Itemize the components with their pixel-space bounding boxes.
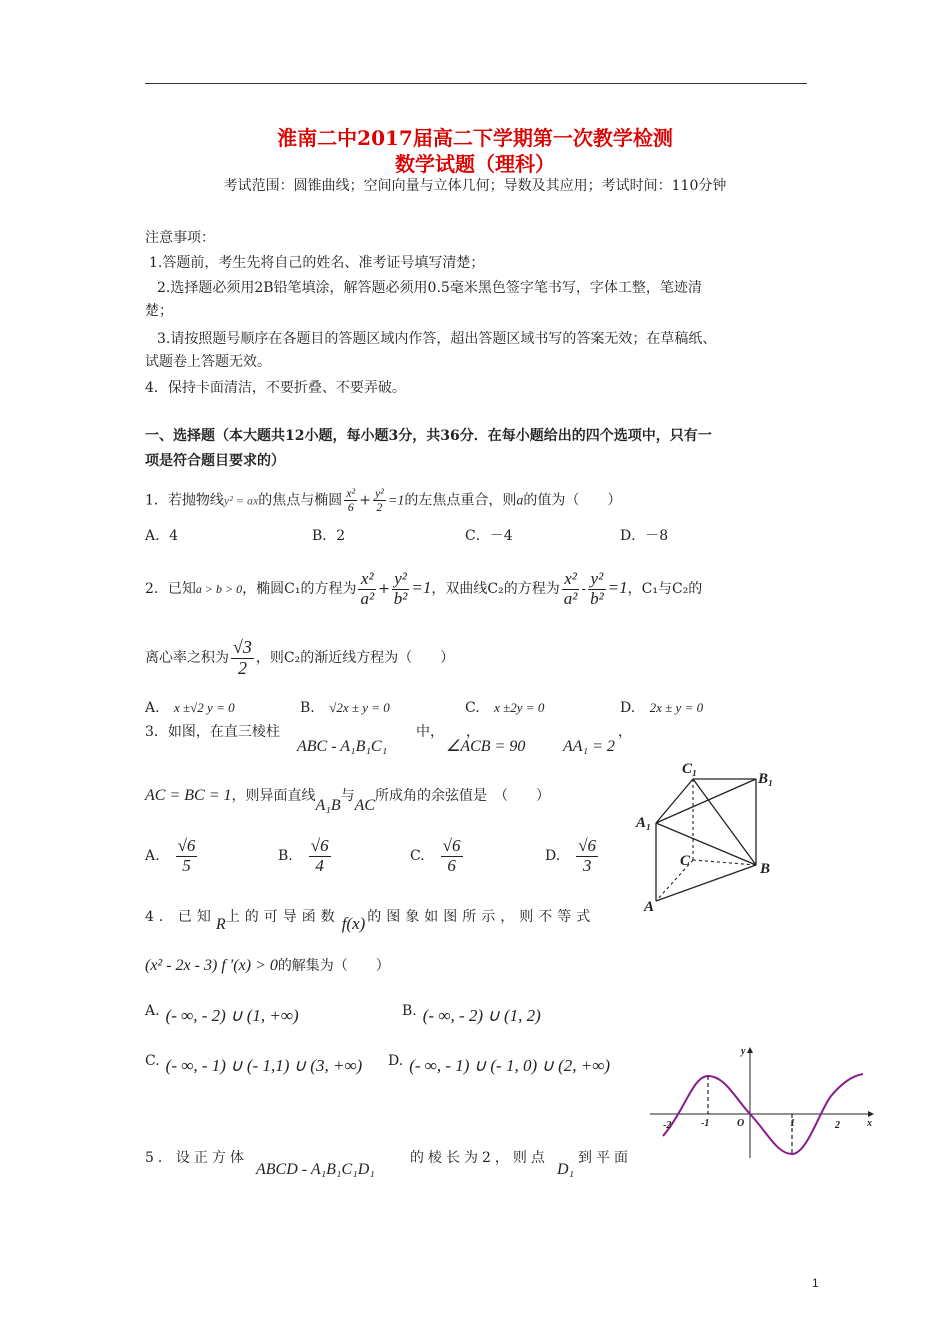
question-3: 3．如图，在直三棱柱 <box>145 724 280 740</box>
question-5: 5．设正方体 <box>145 1150 248 1166</box>
q2-option-d: D. 2x ± y = 0 <box>620 700 704 716</box>
question-4-cont: (x² - 2x - 3) f ′(x) > 0的解集为（ ） <box>145 957 390 974</box>
question-3-cont: AC = BC = 1，则异面直线A₁B与AC所成角的余弦值是 （ ） <box>145 787 551 814</box>
section-heading-cont: 项是符合题目要求的） <box>145 453 285 469</box>
notes-heading: 注意事项： <box>145 230 215 246</box>
q4-option-b: B. (- ∞, - 2) ∪ (1, 2) <box>402 1003 541 1025</box>
fraction: $\frac{\text{x²}}{\text{a²}}$ <box>563 568 578 608</box>
q2-option-b: B. √2x ± y = 0 <box>300 700 390 716</box>
question-1: 1．若抛物线y² = ax的焦点与椭圆 $\frac{\text{x²}}{6}$ + $\frac{\text{y²}}{2}$ =1的左焦点重合，则a的值为（ ） <box>145 486 622 515</box>
fraction: $\frac{\text{y²}}{\text{b²}}$ <box>393 568 408 608</box>
note-item: 2.选择题必须用2B铅笔填涂，解答题必须用0.5毫米黑色签字笔书写，字体工整，笔迹清 <box>157 280 702 296</box>
q3-option-b: B. $\frac{√6}{4}$ <box>278 835 329 875</box>
q3-option-a: A. $\frac{√6}{5}$ <box>145 835 196 875</box>
q1-option-c: C．－4 <box>465 528 513 544</box>
q1-option-d: D．－8 <box>620 528 669 544</box>
q3-text: 中， <box>416 724 444 740</box>
parabola-eq: y² = ax <box>223 493 259 508</box>
fraction: $\frac{\text{x²}}{6}$ <box>346 486 356 515</box>
q4-option-d: D. (- ∞, - 1) ∪ (- 1, 0) ∪ (2, +∞) <box>388 1053 610 1075</box>
q3-comma2: ， <box>618 724 632 740</box>
point-d1: D₁ <box>557 1161 575 1178</box>
q4-option-c: C. (- ∞, - 1) ∪ (- 1,1) ∪ (3, +∞) <box>145 1053 363 1075</box>
exam-title: 淮南二中2017届高二下学期第一次教学检测 <box>277 126 673 150</box>
note-item: 4．保持卡面清洁，不要折叠、不要弄破。 <box>145 380 406 396</box>
section-heading: 一、选择题（本大题共12小题，每小题3分，共36分．在每小题给出的四个选项中，只有一 <box>145 428 712 444</box>
function-graph <box>645 1040 880 1165</box>
svg-text:-1: -1 <box>701 1118 710 1129</box>
page-number: 1 <box>812 1276 819 1290</box>
svg-text:y: y <box>741 1046 746 1057</box>
question-5-end: 到平面 <box>578 1150 632 1166</box>
cube-name: ABCD - A₁B₁C₁D₁ <box>256 1161 375 1178</box>
note-item: 1.答题前，考生先将自己的姓名、准考证号填写清楚； <box>149 255 485 271</box>
note-item: 3.请按照题号顺序在各题目的答题区域内作答，超出答题区域书写的答案无效；在草稿纸、 <box>157 331 717 347</box>
svg-text:2: 2 <box>835 1120 840 1131</box>
label-b: B <box>760 861 771 877</box>
q2-option-c: C. x ±2y = 0 <box>465 700 545 716</box>
svg-text:x: x <box>867 1118 872 1129</box>
note-item: 试题卷上答题无效。 <box>145 354 271 370</box>
q3-option-d: D. $\frac{√6}{3}$ <box>545 835 597 875</box>
note-item: 楚； <box>145 303 173 319</box>
header-rule <box>145 83 807 84</box>
fraction: $\frac{\text{x²}}{\text{a²}}$ <box>360 568 375 608</box>
label-b1: B₁ <box>758 771 774 787</box>
prism-figure <box>630 755 790 920</box>
label-c: C <box>680 853 691 869</box>
label-a1: A₁ <box>636 815 652 831</box>
question-4: 4．已知R上的可导函数 f(x) 的图象如图所示，则不等式 <box>145 909 596 933</box>
label-a: A <box>644 899 655 915</box>
question-5-text: 的棱长为2，则点 <box>410 1150 549 1166</box>
fraction: $\frac{√3}{2}$ <box>233 636 252 678</box>
svg-text:O: O <box>737 1118 745 1129</box>
angle-acb: ∠ACB = 90 <box>446 738 526 755</box>
fraction: $\frac{\text{y²}}{\text{b²}}$ <box>590 568 604 608</box>
fraction: $\frac{\text{y²}}{2}$ <box>374 486 384 515</box>
q1-option-a: A．4 <box>145 528 179 544</box>
q1-option-b: B．2 <box>312 528 346 544</box>
exam-subtitle: 数学试题（理科） <box>395 152 555 176</box>
svg-text:1: 1 <box>790 1118 795 1129</box>
q4-option-a: A. (- ∞, - 2) ∪ (1, +∞) <box>145 1003 299 1025</box>
svg-text:-2: -2 <box>663 1120 672 1131</box>
question-2-cont: 离心率之积为 $\frac{√3}{2}$ ，则C₂的渐近线方程为（ ） <box>145 636 455 678</box>
exam-scope: 考试范围：圆锥曲线；空间向量与立体几何；导数及其应用；考试时间：110分钟 <box>223 178 727 194</box>
question-2: 2．已知a > b > 0，椭圆C₁的方程为 $\frac{\text{x²}}{\text{a²}}$ + $\frac{\text{y²}}{\text{b²}}$ =1，双曲线C₂的方程为 $\frac{\text{x²}}{\text{a²}}$ - $\frac{\text{y²}}{\text{b²}}$ =1，C₁与C₂的 <box>145 568 703 608</box>
q2-option-a: A. x ±√2 y = 0 <box>145 700 235 716</box>
prism-name: ABC - A₁B₁C₁ <box>297 738 388 755</box>
q3-option-c: C. $\frac{√6}{6}$ <box>410 835 461 875</box>
q3-comma: ， <box>466 724 480 740</box>
inequality: (x² - 2x - 3) f ′(x) > 0 <box>145 957 278 974</box>
aa1-length: AA₁ = 2 <box>563 738 615 755</box>
label-c1: C₁ <box>682 761 698 777</box>
